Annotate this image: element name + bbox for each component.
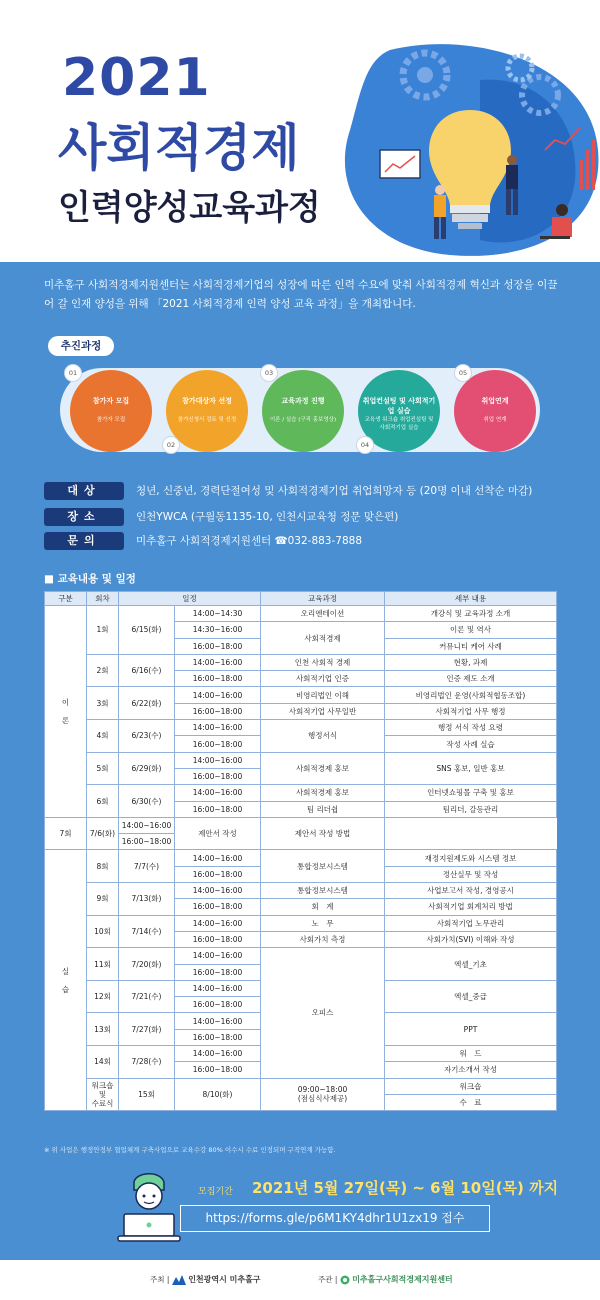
detail-cell: 개강식 및 교육과정 소개 <box>385 606 557 622</box>
process-step-number: 02 <box>162 436 180 454</box>
course-cell: 제안서 작성 <box>175 817 261 850</box>
time-cell: 16:00~18:00 <box>175 671 261 687</box>
round-cell: 14회 <box>87 1046 119 1079</box>
header-category: 구분 <box>45 592 87 606</box>
detail-cell: 이론 및 역사 <box>385 622 557 638</box>
time-cell: 16:00~18:00 <box>175 964 261 980</box>
course-cell: 사회적기업 사무일반 <box>261 703 385 719</box>
round-cell: 6회 <box>87 785 119 818</box>
round-cell: 9회 <box>87 883 119 916</box>
footer-host-label: 주최 | <box>150 1275 170 1284</box>
time-cell: 14:00~16:00 <box>175 980 261 996</box>
time-cell: 16:00~18:00 <box>175 736 261 752</box>
time-cell: 14:00~16:00 <box>175 654 261 670</box>
time-cell: 16:00~18:00 <box>175 801 261 817</box>
info-value-location: 인천YWCA (구월동1135-10, 인천시교육청 정문 맞은편) <box>136 511 399 523</box>
course-cell: 오피스 <box>261 948 385 1078</box>
process-step-title: 취업연계 <box>481 397 509 405</box>
detail-cell: 엑셀_기초 <box>385 948 557 981</box>
time-cell: 14:00~14:30 <box>175 606 261 622</box>
round-cell: 10회 <box>87 915 119 948</box>
intro-text: 미추홀구 사회적경제지원센터는 사회적경제기업의 성장에 따른 인력 수요에 맞춰 사회적경제 혁신과 성장을 이끌어 갈 인재 양성을 위해 「2021 사회적경제 인력 양성 교육 과정」을 개최합니다. <box>44 279 558 310</box>
process-label: 추진과정 <box>48 336 114 356</box>
schedule-table <box>44 591 557 1111</box>
course-cell: 통합정보시스템 <box>261 850 385 883</box>
table-row <box>45 720 557 736</box>
apply-link[interactable]: https://forms.gle/p6M1KY4dhr1U1zx19 접수 <box>180 1205 490 1232</box>
time-cell: 09:00~18:00 (점심식사제공) <box>261 1078 385 1111</box>
info-value-contact: 미추홀구 사회적경제지원센터 ☎032-883-7888 <box>136 535 362 547</box>
org-logo-icon <box>340 1275 350 1285</box>
time-cell: 16:00~18:00 <box>175 1029 261 1045</box>
table-row <box>45 785 557 801</box>
host-logo-icon <box>172 1275 186 1285</box>
detail-cell: 사업보고서 작성, 경영공시 <box>385 883 557 899</box>
process-step <box>262 370 344 452</box>
time-cell: 16:00~18:00 <box>175 931 261 947</box>
process-step-number: 01 <box>64 364 82 382</box>
course-cell: 팀 리더쉽 <box>261 801 385 817</box>
process-step-title: 참가대상자 선정 <box>182 397 232 405</box>
info-value-target: 청년, 신중년, 경력단절여성 및 사회적경제기업 취업희망자 등 (20명 이내 선착순 마감) <box>136 485 533 497</box>
course-cell: 사회적경제 홍보 <box>261 785 385 801</box>
time-cell: 14:00~16:00 <box>175 1046 261 1062</box>
course-cell: 회 계 <box>261 899 385 915</box>
detail-cell: 워 드 <box>385 1046 557 1062</box>
date-cell: 7/20(화) <box>119 948 175 981</box>
round-cell: 1회 <box>87 606 119 655</box>
time-cell: 14:00~16:00 <box>175 752 261 768</box>
detail-cell: 엑셀_중급 <box>385 980 557 1013</box>
time-cell: 14:00~16:00 <box>175 720 261 736</box>
time-cell: 16:00~18:00 <box>175 1062 261 1078</box>
footnote: ※ 위 사업은 행정안정부 협업체계 구축사업으로 교육수강 80% 이수시 수료 인정되며 구직연계 가능함. <box>44 1146 336 1154</box>
process-step-desc: 이론 / 실습 (구직 홍보영상) <box>269 417 337 423</box>
table-row <box>45 817 557 833</box>
course-cell: 워크숍 <box>385 1078 557 1094</box>
process-step-number: 05 <box>454 364 472 382</box>
process-step-title: 취업컨설팅 및 사회적기업 실습 <box>362 397 436 415</box>
footer-organizer <box>318 1274 453 1285</box>
date-cell: 7/13(화) <box>119 883 175 916</box>
process-step-desc: 취업 연계 <box>483 417 507 423</box>
page-title: 사회적경제 <box>58 119 300 177</box>
detail-cell: 재정지원제도와 시스템 정보 <box>385 850 557 866</box>
course-cell: 노 무 <box>261 915 385 931</box>
round-cell: 11회 <box>87 948 119 981</box>
round-cell: 15회 <box>119 1078 175 1111</box>
course-cell: 행정서식 <box>261 720 385 753</box>
process-step-title: 참가자 모집 <box>92 397 130 405</box>
table-row <box>45 883 557 899</box>
course-cell: 비영리법인 이해 <box>261 687 385 703</box>
detail-cell: 사회적기업 회계처리 방법 <box>385 899 557 915</box>
time-cell: 14:00~16:00 <box>175 850 261 866</box>
time-cell: 16:00~18:00 <box>175 638 261 654</box>
header-banner <box>0 0 600 262</box>
category-cell: 워크숍 및 수료식 <box>87 1078 119 1111</box>
time-cell: 14:00~16:00 <box>175 785 261 801</box>
round-cell: 12회 <box>87 980 119 1013</box>
date-cell: 7/7(수) <box>119 850 175 883</box>
round-cell: 8회 <box>87 850 119 883</box>
process-step-title: 교육과정 진행 <box>281 397 325 405</box>
process-step <box>454 370 536 452</box>
schedule-header-row <box>45 592 557 606</box>
course-cell: 사회적기업 인증 <box>261 671 385 687</box>
date-cell: 8/10(화) <box>175 1078 261 1111</box>
time-cell: 16:00~18:00 <box>119 834 175 850</box>
table-row <box>45 850 557 866</box>
detail-cell: 팀리더, 갈등관리 <box>385 801 557 817</box>
footer-org-label: 주관 | <box>318 1275 338 1284</box>
time-cell: 16:00~18:00 <box>175 997 261 1013</box>
round-cell: 4회 <box>87 720 119 753</box>
process-step-desc: 참가신청서 검토 및 선정 <box>177 417 237 423</box>
header-detail: 세부 내용 <box>385 592 557 606</box>
footer-org-name: 미추홀구사회적경제지원센터 <box>352 1275 453 1284</box>
time-cell: 14:00~16:00 <box>175 687 261 703</box>
date-cell: 7/14(수) <box>119 915 175 948</box>
date-cell: 7/21(수) <box>119 980 175 1013</box>
process-step-desc: 참가자 모집 <box>96 417 126 423</box>
round-cell: 5회 <box>87 752 119 785</box>
detail-cell: 제안서 작성 방법 <box>261 817 385 850</box>
round-cell: 7회 <box>45 817 87 850</box>
time-cell: 16:00~18:00 <box>175 703 261 719</box>
table-row <box>45 752 557 768</box>
time-cell: 14:00~16:00 <box>119 817 175 833</box>
time-cell: 14:00~16:00 <box>175 883 261 899</box>
course-cell: 인천 사회적 경제 <box>261 654 385 670</box>
recruit-period: 2021년 5월 27일(목) ~ 6월 10일(목) 까지 <box>252 1179 559 1197</box>
round-cell: 13회 <box>87 1013 119 1046</box>
detail-cell: 사회적기업 노무관리 <box>385 915 557 931</box>
detail-cell: 커뮤니티 케어 사례 <box>385 638 557 654</box>
date-cell: 7/6(화) <box>87 817 119 850</box>
laptop-person-icon <box>116 1168 182 1246</box>
detail-cell: 정산실무 및 작성 <box>385 866 557 882</box>
date-cell: 6/23(수) <box>119 720 175 753</box>
header-round: 회차 <box>87 592 119 606</box>
detail-cell: 인터넷쇼핑몰 구축 및 홍보 <box>385 785 557 801</box>
table-row <box>45 654 557 670</box>
header-schedule: 일정 <box>119 592 261 606</box>
course-cell: 사회가치 측정 <box>261 931 385 947</box>
date-cell: 6/30(수) <box>119 785 175 818</box>
footer-host-name: 인천광역시 미추홀구 <box>188 1275 261 1284</box>
page-subtitle: 인력양성교육과정 <box>58 188 321 228</box>
table-row <box>45 1078 557 1094</box>
detail-cell: 자기소개서 작성 <box>385 1062 557 1078</box>
course-cell: 사회적경제 홍보 <box>261 752 385 785</box>
detail-cell: 사회가치(SVI) 이해와 작성 <box>385 931 557 947</box>
detail-cell: SNS 홍보, 일반 홍보 <box>385 752 557 785</box>
date-cell: 7/27(화) <box>119 1013 175 1046</box>
category-cell: 이 론 <box>45 606 87 818</box>
detail-cell: 현황, 과제 <box>385 654 557 670</box>
footer <box>0 1260 600 1300</box>
course-cell: 통합정보시스템 <box>261 883 385 899</box>
time-cell: 14:00~16:00 <box>175 1013 261 1029</box>
table-row <box>45 915 557 931</box>
course-cell: 사회적경제 <box>261 622 385 655</box>
header-course: 교육과정 <box>261 592 385 606</box>
detail-cell: PPT <box>385 1013 557 1046</box>
process-step <box>70 370 152 452</box>
table-row <box>45 948 557 964</box>
recruit-label: 모집기간 <box>198 1187 233 1197</box>
round-cell: 3회 <box>87 687 119 720</box>
detail-cell: 작성 사례 실습 <box>385 736 557 752</box>
time-cell: 14:00~16:00 <box>175 948 261 964</box>
footer-host <box>150 1274 261 1285</box>
detail-cell: 비영리법인 운영(사회적협동조합) <box>385 687 557 703</box>
detail-cell: 행정 서식 작성 요령 <box>385 720 557 736</box>
table-row <box>45 606 557 622</box>
course-cell: 수 료 <box>385 1094 557 1110</box>
detail-cell: 사회적기업 사무 행정 <box>385 703 557 719</box>
title-year: 2021 <box>62 48 211 108</box>
process-step-number: 04 <box>356 436 374 454</box>
info-label-location: 장소 <box>44 508 124 526</box>
date-cell: 6/22(화) <box>119 687 175 720</box>
table-row <box>45 687 557 703</box>
date-cell: 6/29(화) <box>119 752 175 785</box>
process-step-desc: 교육생 워크숍 취업컨설팅 및 사회적기업 실습 <box>364 417 434 431</box>
info-label-contact: 문의 <box>44 532 124 550</box>
info-label-target: 대상 <box>44 482 124 500</box>
date-cell: 6/15(화) <box>119 606 175 655</box>
time-cell: 16:00~18:00 <box>175 768 261 784</box>
category-cell: 실 습 <box>45 850 87 1111</box>
time-cell: 16:00~18:00 <box>175 899 261 915</box>
date-cell: 6/16(수) <box>119 654 175 687</box>
round-cell: 2회 <box>87 654 119 687</box>
time-cell: 14:30~16:00 <box>175 622 261 638</box>
lightbulb-illustration <box>330 40 600 262</box>
time-cell: 16:00~18:00 <box>175 866 261 882</box>
process-step-number: 03 <box>260 364 278 382</box>
detail-cell: 인증 제도 소개 <box>385 671 557 687</box>
schedule-title: ■ 교육내용 및 일정 <box>44 573 136 585</box>
time-cell: 14:00~16:00 <box>175 915 261 931</box>
date-cell: 7/28(수) <box>119 1046 175 1079</box>
course-cell: 오리엔테이션 <box>261 606 385 622</box>
